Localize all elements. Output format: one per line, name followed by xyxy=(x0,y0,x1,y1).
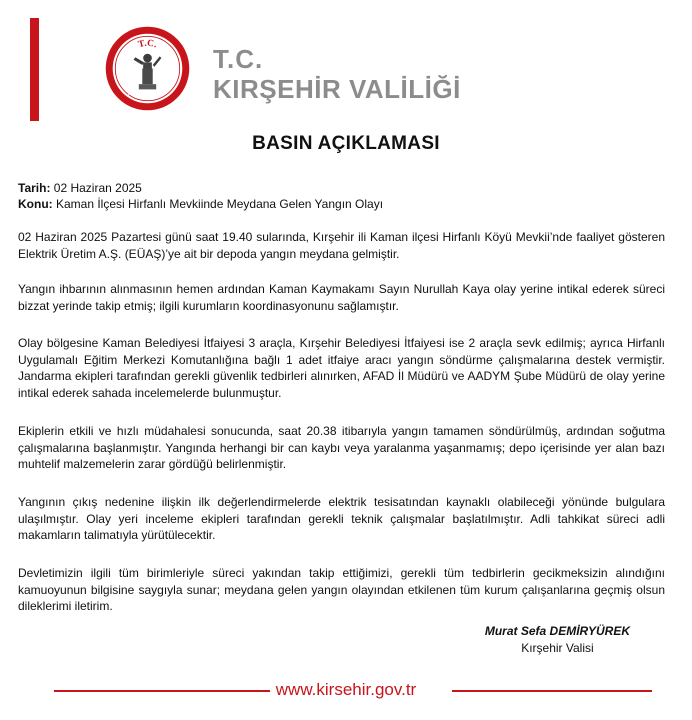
subject-label: Konu: xyxy=(18,197,53,211)
header-line-valilik: KIRŞEHİR VALİLİĞİ xyxy=(213,74,461,104)
seal-top-text: T.C. xyxy=(137,37,159,51)
subject-value: Kaman İlçesi Hirfanlı Mevkiinde Meydana Gelen Yangın Olayı xyxy=(52,197,384,211)
document-meta xyxy=(18,180,383,212)
paragraph-4: Ekiplerin etkili ve hızlı müdahalesi sonucunda, saat 20.38 itibarıyla yangın tamamen söndürülmüş, ardından soğutma çalışmalarına başlanmıştır. Yangında herhangi bir can kaybı veya yaralanma yaşanmamış; depo içerisinde yer alan bazı muhtelif malzemelerin zarar gördüğü belirlenmiştir. xyxy=(18,424,665,471)
paragraph-2: Yangın ihbarının alınmasının hemen ardından Kaman Kaymakamı Sayın Nurullah Kaya olay yerine intikal ederek süreci bizzat yerinde takip etmiş; ilgili kurumların koordinasyonunu sağlamıştır. xyxy=(18,282,665,313)
document-title: BASIN AÇIKLAMASI xyxy=(252,133,440,154)
date-row xyxy=(18,180,383,196)
subject-row xyxy=(18,196,383,212)
signatory-name: Murat Sefa DEMİRYÜREK xyxy=(484,624,630,638)
date-label: Tarih: xyxy=(18,181,51,195)
paragraph-1: 02 Haziran 2025 Pazartesi günü saat 19.40 sularında, Kırşehir ili Kaman ilçesi Hirfanlı Köyü Mevkii’nde faaliyet gösteren Elektrik Üretim A.Ş. (EÜAŞ)’ye ait bir depoda yangın meydana gelmiştir. xyxy=(18,230,665,261)
header-line-tc: T.C. xyxy=(213,44,264,74)
date-value: 02 Haziran 2025 xyxy=(50,181,142,195)
paragraph-5: Yangının çıkış nedenine ilişkin ilk değerlendirmelerde elektrik tesisatından kaynaklı olabileceği yönünde bulgulara ulaşılmıştır. Olay yeri inceleme ekipleri tarafından gerekli teknik çalışmalar başlatılmıştır. Adli tahkikat süreci adli makamların talimatıyla yürütülecektir. xyxy=(18,495,665,542)
paragraph-3: Olay bölgesine Kaman Belediyesi İtfaiyesi 3 araçla, Kırşehir Belediyesi İtfaiyesi ise 2 araçla sevk edilmiş; ayrıca Hirfanlı Uygulamalı Eğitim Merkezi Komutanlığına bağlı 1 adet itfaiye aracı yangın söndürme çalışmalarına destek vermiştir. Jandarma ekipleri tarafından gerekli güvenlik tedbirleri alınırken, AFAD İl Müdürü ve AADYM Şube Müdürü de olay yerine intikal ederek sahada incelemelerde bulunmuştur. xyxy=(18,336,665,400)
seal-bottom-text: KIRŞEHİR VALİLİĞİ xyxy=(116,77,178,102)
signatory-title: Kırşehir Valisi xyxy=(521,641,594,655)
header-title xyxy=(213,44,461,104)
signature-block xyxy=(485,623,630,657)
kirsehir-valiligi-seal-logo xyxy=(104,25,191,112)
paragraph-6: Devletimizin ilgili tüm birimleriyle süreci yakından takip ettiğimizi, gerekli tüm tedbirlerin gecikmeksizin alındığını kamuoyunun bilgisine saygıyla sunar; meydana gelen yangın olayından etkilenen tüm kurum çalışanlarına geçmiş olsun dileklerimi iletirim. xyxy=(18,566,665,613)
left-accent-bar xyxy=(30,18,39,121)
footer-website xyxy=(0,680,692,700)
website-link[interactable]: www.kirsehir.gov.tr xyxy=(270,680,422,699)
